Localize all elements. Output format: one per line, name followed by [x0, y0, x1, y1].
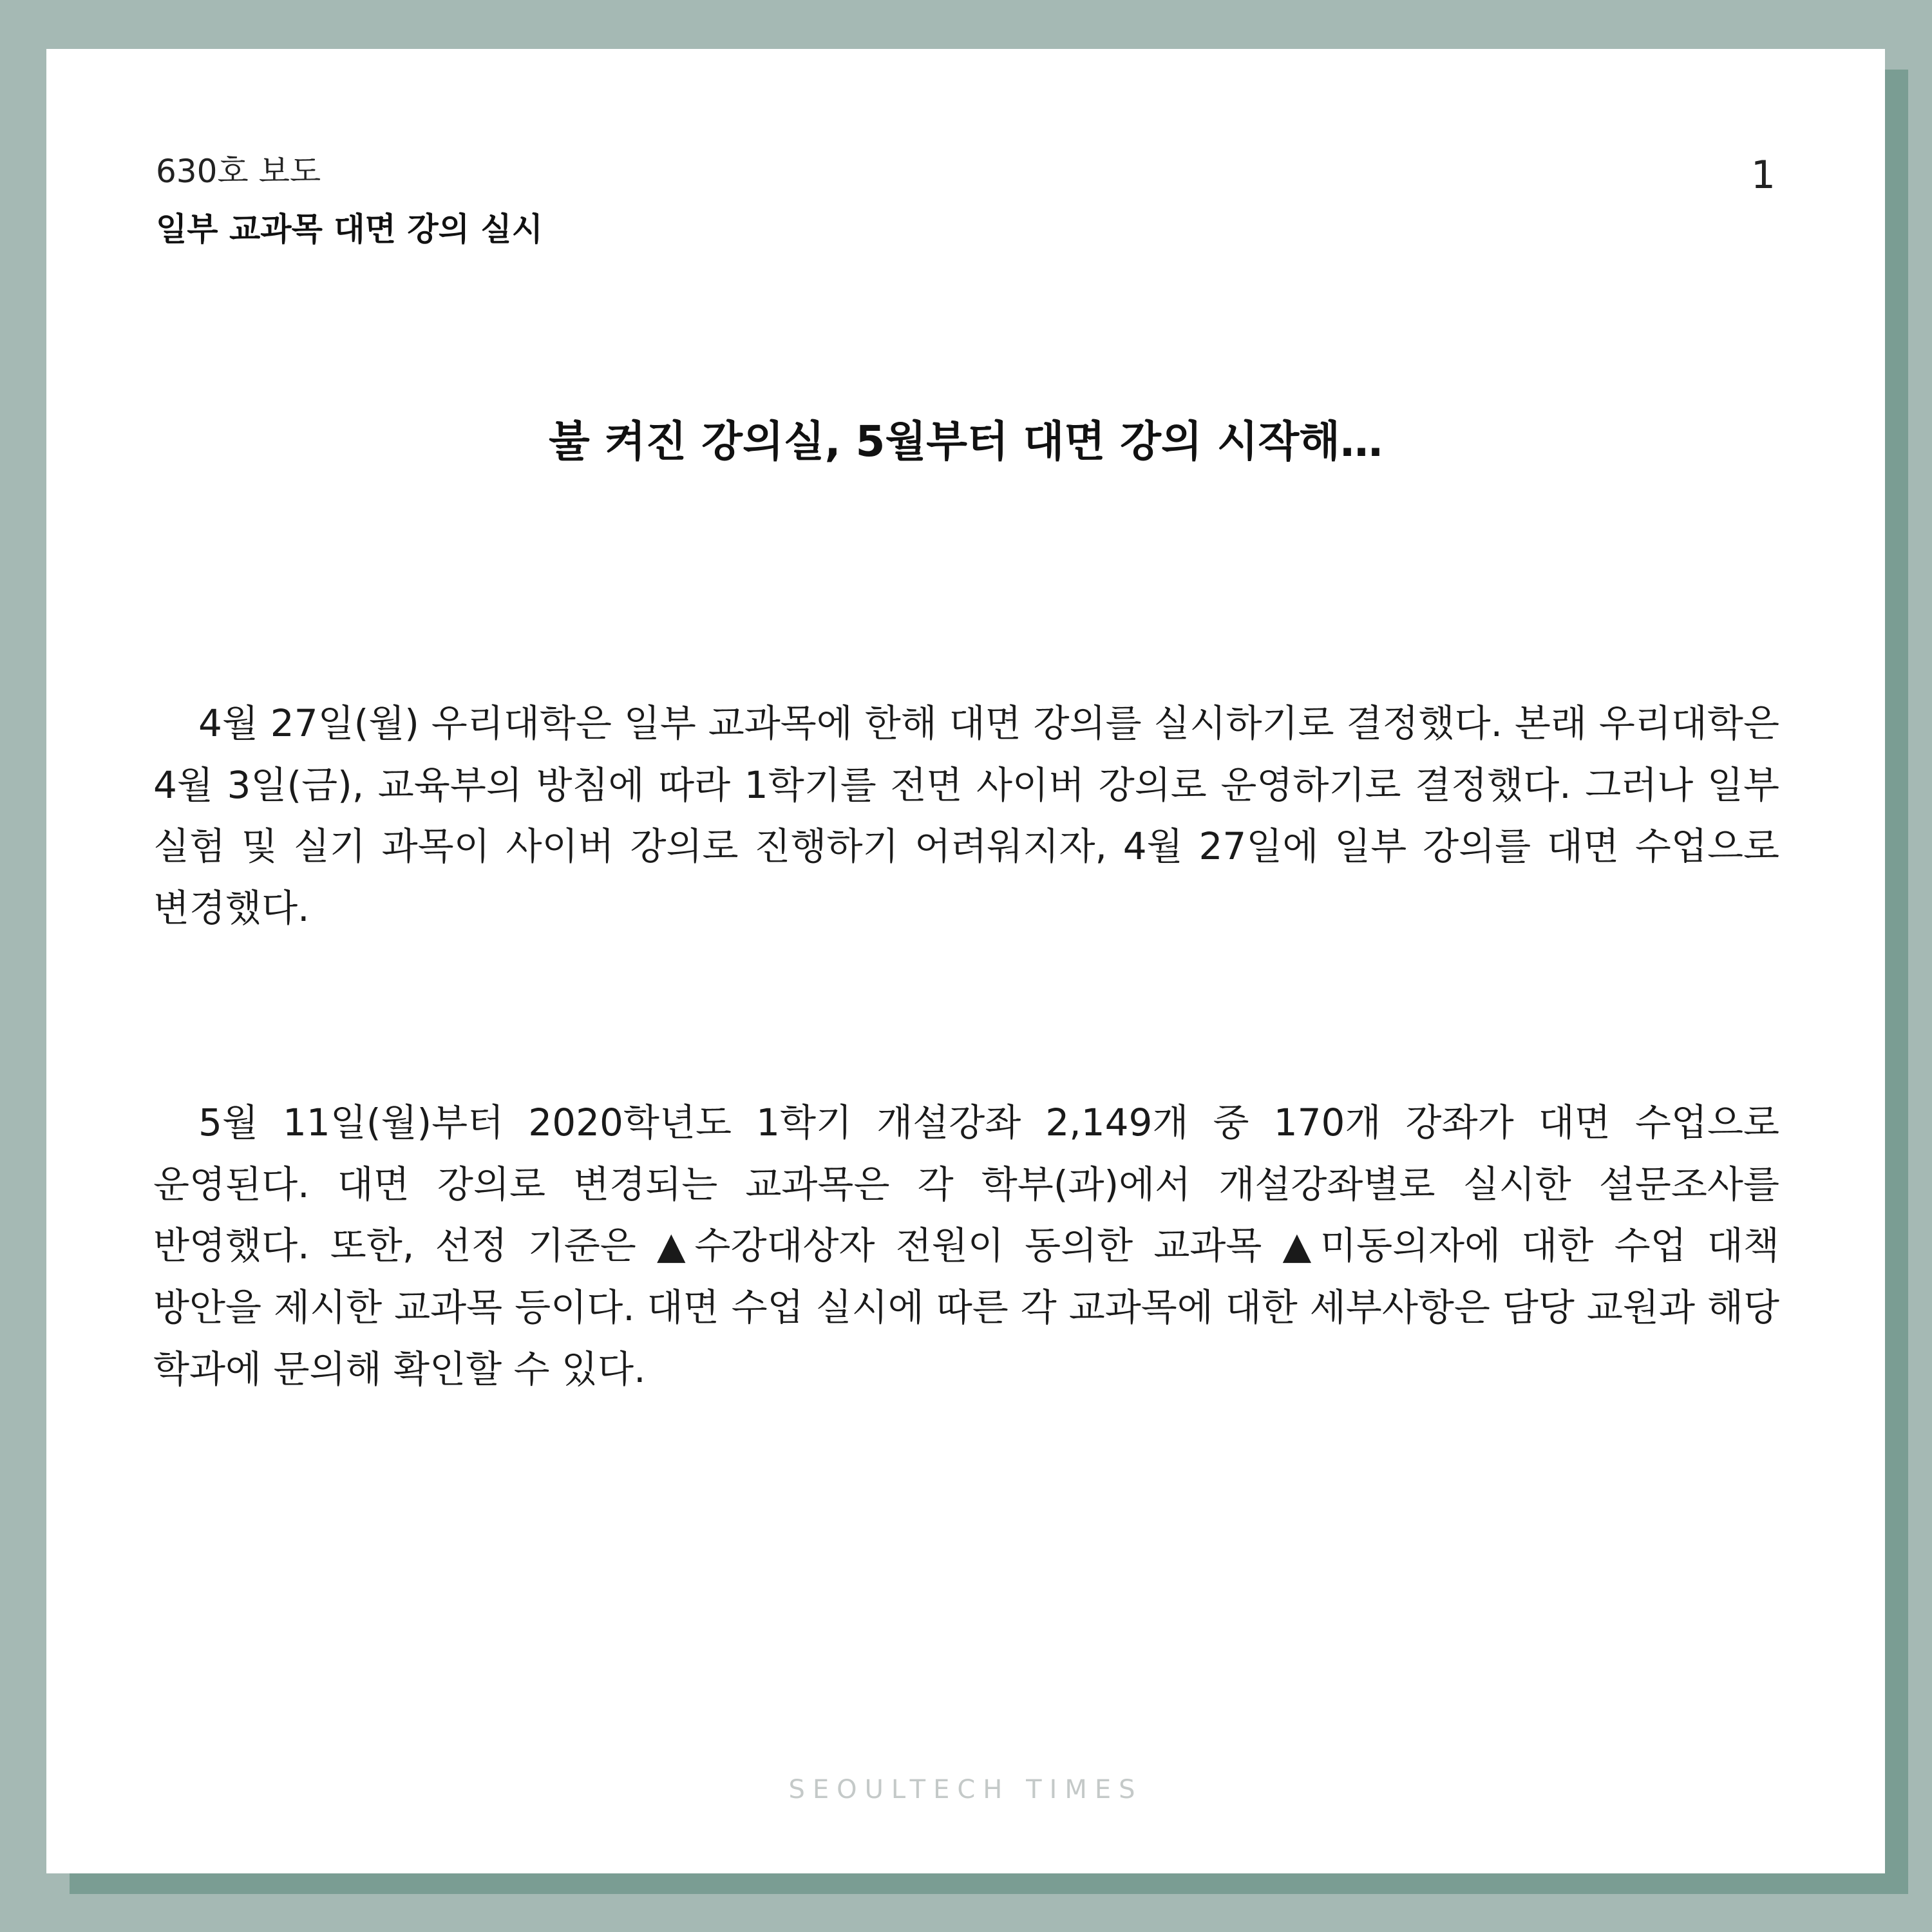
section-title: 일부 교과목 대면 강의 실시: [156, 211, 543, 248]
article-paragraph-2: 5월 11일(월)부터 2020학년도 1학기 개설강좌 2,149개 중 170개 강좌가 대면 수업으로 운영된다. 대면 강의로 변경되는 교과목은 각 학부(과)에서 개설강좌별로 실시한 설문조사를 반영했다. 또한, 선정 기준은 ▲수강대상자 전원이 동의한 교과목 ▲미동의자에 대한 수업 대책 방안을 제시한 교과목 등이다. 대면 수업 실시에 따른 각 교과목에 대한 세부사항은 담당 교원과 해당 학과에 문의해 확인할 수 있다.: [153, 1101, 1779, 1391]
page-number: 1: [1750, 153, 1776, 198]
publication-footer: SEOULTECH TIMES: [788, 1775, 1143, 1804]
article-headline: 불 켜진 강의실, 5월부터 대면 강의 시작해…: [549, 417, 1383, 466]
issue-label: 630호 보도: [156, 153, 321, 190]
article-paragraph-1: 4월 27일(월) 우리대학은 일부 교과목에 한해 대면 강의를 실시하기로 결정했다. 본래 우리대학은 4월 3일(금), 교육부의 방침에 따라 1학기를 전면 사이버 강의로 운영하기로 결정했다. 그러나 일부 실험 및 실기 과목이 사이버 강의로 진행하기 어려워지자, 4월 27일에 일부 강의를 대면 수업으로 변경했다.: [153, 701, 1779, 931]
article-card: [46, 49, 1885, 1873]
